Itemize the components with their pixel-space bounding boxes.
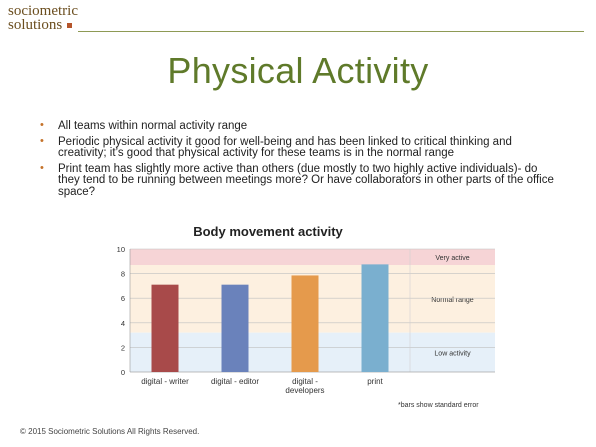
- slide-title: Physical Activity: [167, 50, 429, 91]
- logo-line-2: solutions: [8, 17, 63, 33]
- logo-line-1: sociometric: [8, 3, 78, 19]
- range-band-label: Normal range: [431, 296, 474, 304]
- bullet-text: All teams within normal activity range: [58, 120, 248, 132]
- bullet-text: Print team has slightly more active than others (due mostly to two highly active individuals)- do they tend to be running between meetings more? Or have collaborators in other parts of the office space?: [58, 162, 554, 198]
- bullet-text: Periodic physical activity it good for well-being and has been linked to critical thinking and creativity; it’s good that physical activity for these teams is in the normal range: [58, 135, 512, 159]
- y-tick-label: 0: [120, 368, 125, 377]
- y-tick-label: 6: [120, 294, 125, 304]
- bar: [222, 285, 249, 372]
- y-tick-label: 4: [120, 318, 125, 328]
- chart-footnote: *bars show standard error: [398, 402, 479, 409]
- bullet-icon: •: [40, 161, 44, 174]
- y-tick-label: 10: [116, 245, 125, 254]
- bullet-icon: •: [40, 119, 44, 131]
- x-tick-label: digital -developers: [285, 377, 325, 395]
- bar: [292, 275, 319, 372]
- chart-title: Body movement activity: [193, 224, 343, 239]
- range-band-label: Low activity: [434, 350, 471, 358]
- x-tick-label: digital - editor: [210, 377, 260, 386]
- bar: [152, 285, 179, 372]
- copyright-footer: © 2015 Sociometric Solutions All Rights Reserved.: [20, 427, 200, 436]
- x-tick-label: print: [367, 377, 383, 386]
- range-band-label: Very active: [435, 254, 470, 262]
- x-tick-label: digital - writer: [141, 377, 189, 386]
- y-tick-label: 2: [120, 343, 125, 353]
- bullet-icon: •: [40, 134, 44, 147]
- y-tick-label: 8: [120, 269, 125, 279]
- bar: [362, 264, 389, 372]
